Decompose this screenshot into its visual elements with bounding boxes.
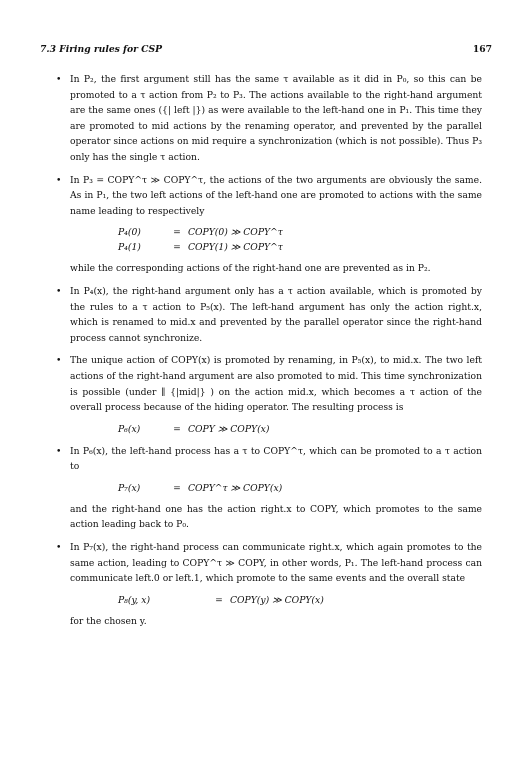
page-number: 167 bbox=[472, 44, 492, 55]
bullet-icon: • bbox=[56, 285, 62, 297]
equation bbox=[118, 593, 482, 608]
equation-block bbox=[118, 422, 482, 437]
bullet-icon: • bbox=[56, 174, 62, 186]
equation-lhs: P₆(x) bbox=[118, 423, 141, 435]
equation bbox=[118, 422, 482, 437]
equation-rhs: COPY^τ ≫ COPY(x) bbox=[188, 482, 283, 494]
equation-operator: = bbox=[173, 242, 181, 254]
equation bbox=[118, 481, 482, 496]
list-item bbox=[56, 540, 482, 629]
equation-block bbox=[118, 481, 482, 496]
equation-block bbox=[118, 593, 482, 608]
equation-operator: = bbox=[215, 594, 223, 606]
equation-rhs: COPY(0) ≫ COPY^τ bbox=[188, 227, 283, 239]
list-item bbox=[56, 284, 482, 346]
item-text: In P₇(x), the right-hand process can communicate right.x, which again promotes to the same action, leading to COPY^τ ≫ COPY, in other words, P₁. The left-hand process can communicate left.0 or left.1, which promote to the same events and the overall state bbox=[70, 542, 482, 585]
bullet-icon: • bbox=[56, 74, 62, 85]
list-item bbox=[56, 173, 482, 277]
list-item bbox=[56, 72, 482, 166]
equation-lhs: P₄(1) bbox=[118, 242, 141, 254]
item-text: In P₆(x), the left-hand process has a τ to COPY^τ, which can be promoted to a τ action to bbox=[70, 445, 482, 473]
list-item bbox=[56, 353, 482, 436]
item-text-after: and the right-hand one has the action right.x to COPY, which promotes to the same action leading back to P₀. bbox=[70, 503, 482, 531]
page-body bbox=[56, 72, 482, 636]
item-text: The unique action of COPY(x) is promoted by renaming, in P₅(x), to mid.x. The two left actions of the right-hand argument are also promoted to mid. This time synchronization is possible (under ∥ {|mid|} ) on the action mid.x, which becomes a τ action of the overall process because of the hiding operator. The resulting process is bbox=[70, 355, 482, 414]
equation-lhs: P₄(0) bbox=[118, 227, 141, 239]
equation-operator: = bbox=[173, 423, 181, 435]
section-title: 7.3 Firing rules for CSP bbox=[40, 44, 163, 55]
equation-operator: = bbox=[173, 227, 181, 239]
equation-lhs: P₈(y, x) bbox=[118, 594, 151, 606]
equation bbox=[118, 225, 482, 240]
list-item bbox=[56, 444, 482, 533]
bullet-icon: • bbox=[56, 355, 62, 367]
item-text-after: for the chosen y. bbox=[70, 615, 147, 627]
item-text: In P₃ = COPY^τ ≫ COPY^τ, the actions of the two arguments are obviously the same. As in P₁, the two left actions of the left-hand one are promoted to actions with the same name leading to respectively bbox=[70, 174, 482, 217]
equation-rhs: COPY(y) ≫ COPY(x) bbox=[230, 594, 324, 606]
item-text: In P₂, the first argument still has the same τ available as it did in P₀, so this can be promoted to a τ action from P₂ to P₃. The actions available to the right-hand argument are the same ones ({| left |}) as were available to the left-hand one in P₁. This time they are promoted to mid actions by the renaming operator, and prevented by the parallel operator since actions on mid require a synchronization (which is not possible). Thus P₃ only has the single τ action. bbox=[70, 74, 482, 163]
equation-rhs: COPY(1) ≫ COPY^τ bbox=[188, 242, 283, 254]
equation-rhs: COPY ≫ COPY(x) bbox=[188, 423, 270, 435]
bullet-icon: • bbox=[56, 542, 62, 554]
bullet-icon: • bbox=[56, 445, 62, 457]
equation-block bbox=[118, 225, 482, 255]
equation-lhs: P₇(x) bbox=[118, 482, 141, 494]
running-header bbox=[40, 44, 492, 58]
item-text-after: while the corresponding actions of the right-hand one are prevented as in P₂. bbox=[70, 263, 431, 275]
equation bbox=[118, 240, 482, 255]
equation-operator: = bbox=[173, 482, 181, 494]
item-text: In P₄(x), the right-hand argument only has a τ action available, which is promoted by the rules to a τ action to P₅(x). The left-hand argument has only the action right.x, which is renamed to mid.x and prevented by the parallel operator since the right-hand process cannot synchronize. bbox=[70, 285, 482, 344]
